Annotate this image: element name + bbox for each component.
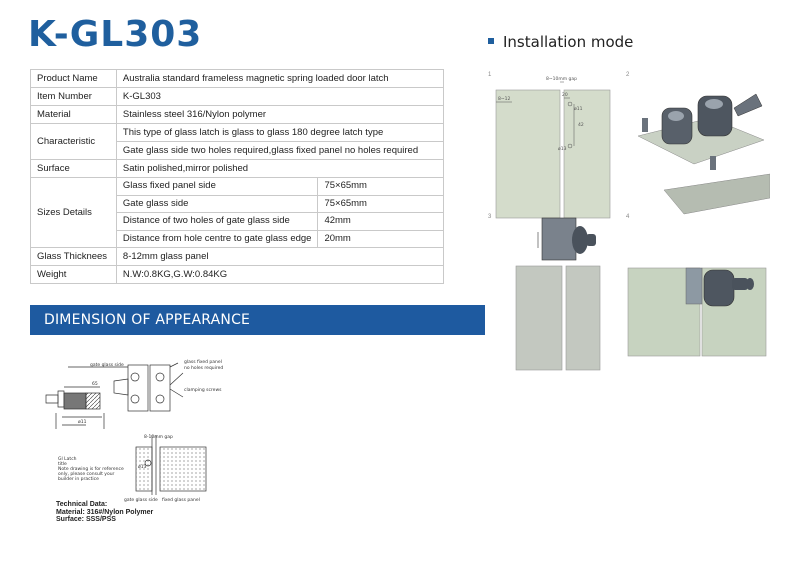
step-1-p13: ø13 (558, 147, 567, 152)
label-gl-latch: Gl Latch (58, 457, 77, 462)
label-no-holes: no holes required (184, 366, 224, 371)
technical-data-surface: Surface: SSS/PSS (56, 516, 116, 523)
size-detail-value: 20mm (318, 230, 444, 248)
size-detail-name: Glass fixed panel side (116, 178, 318, 196)
size-detail-name: Gate glass side (116, 195, 318, 213)
spec-value: 8-12mm glass panel (116, 248, 443, 266)
spec-value: This type of glass latch is glass to glass 180 degree latch type (116, 124, 443, 142)
table-row (31, 178, 444, 196)
step-1-d20: 20 (562, 93, 568, 98)
spec-label: Product Name (31, 70, 117, 88)
install-step-4 (624, 212, 770, 372)
spec-label: Glass Thicknees (31, 248, 117, 266)
spec-value: K-GL303 (116, 88, 443, 106)
label-bottom-gate: gate glass side (124, 498, 158, 503)
step-1-t812: 8~12 (498, 97, 511, 102)
step-number: 2 (626, 72, 630, 78)
table-row (31, 124, 444, 142)
label-dim-65: 65 (92, 382, 98, 387)
label-bottom-fixed: fixed glass panel (162, 498, 200, 503)
size-detail-value: 42mm (318, 213, 444, 231)
step-1-p11: ø11 (574, 107, 583, 112)
step-1-gap: 8~10mm gap (546, 77, 578, 82)
table-row (31, 266, 444, 284)
table-row (31, 248, 444, 266)
label-dim-11: ø11 (78, 420, 87, 425)
step-1-drawing (486, 70, 616, 220)
step-2-drawing (624, 70, 770, 220)
label-gate-glass-side: gate glass side (90, 363, 124, 368)
install-step-3 (486, 212, 616, 372)
spec-value: Satin polished,mirror polished (116, 160, 443, 178)
spec-value: N.W:0.8KG,G.W:0.84KG (116, 266, 443, 284)
spec-label: Weight (31, 266, 117, 284)
table-row (31, 160, 444, 178)
step-4-drawing (624, 212, 770, 372)
install-step-1 (486, 70, 616, 220)
size-detail-value: 75×65mm (318, 195, 444, 213)
dimension-drawing-svg (38, 355, 228, 525)
label-glass-fixed-panel: glass fixed panel (184, 360, 222, 365)
technical-data-material: Material: 316#/Nylon Polymer (56, 508, 154, 516)
product-model-title: K-GL303 (28, 14, 203, 55)
size-detail-name: Distance from hole centre to gate glass edge (116, 230, 318, 248)
step-number: 3 (488, 214, 492, 220)
note-line-3: builder in practice (58, 477, 99, 482)
spec-value: Stainless steel 316/Nylon polymer (116, 106, 443, 124)
spec-label: Surface (31, 160, 117, 178)
dimension-banner: DIMENSION OF APPEARANCE (30, 305, 485, 335)
spec-label: Characteristic (31, 124, 117, 160)
step-number: 1 (488, 72, 492, 78)
spec-label: Material (31, 106, 117, 124)
step-number: 4 (626, 214, 630, 220)
installation-heading (488, 33, 633, 51)
specification-table (30, 69, 444, 284)
size-detail-value: 75×65mm (318, 178, 444, 196)
spec-label: Sizes Details (31, 178, 117, 248)
step-3-drawing (486, 212, 616, 372)
table-row (31, 106, 444, 124)
bullet-square-icon (488, 38, 494, 44)
dimension-drawing (38, 355, 228, 525)
spec-value: Gate glass side two holes required,glass fixed panel no holes required (116, 142, 443, 160)
technical-data-heading: Technical Data: (56, 501, 108, 508)
label-gap: 8-10mm gap (144, 435, 173, 440)
size-detail-name: Distance of two holes of gate glass side (116, 213, 318, 231)
step-1-d42: 42 (578, 123, 584, 128)
spec-label: Item Number (31, 88, 117, 106)
table-row (31, 70, 444, 88)
label-title-small: title (58, 462, 67, 467)
spec-value: Australia standard frameless magnetic spring loaded door latch (116, 70, 443, 88)
note-line-1: Note drawing is for reference (58, 467, 124, 472)
table-row (31, 88, 444, 106)
label-dim-13: ø13 (138, 465, 147, 470)
install-step-2 (624, 70, 770, 220)
label-clamping-screws: clamping screws (184, 388, 222, 393)
note-line-2: only, please consult your (58, 472, 115, 477)
installation-heading-label: Installation mode (503, 33, 634, 51)
technical-data (56, 501, 153, 524)
